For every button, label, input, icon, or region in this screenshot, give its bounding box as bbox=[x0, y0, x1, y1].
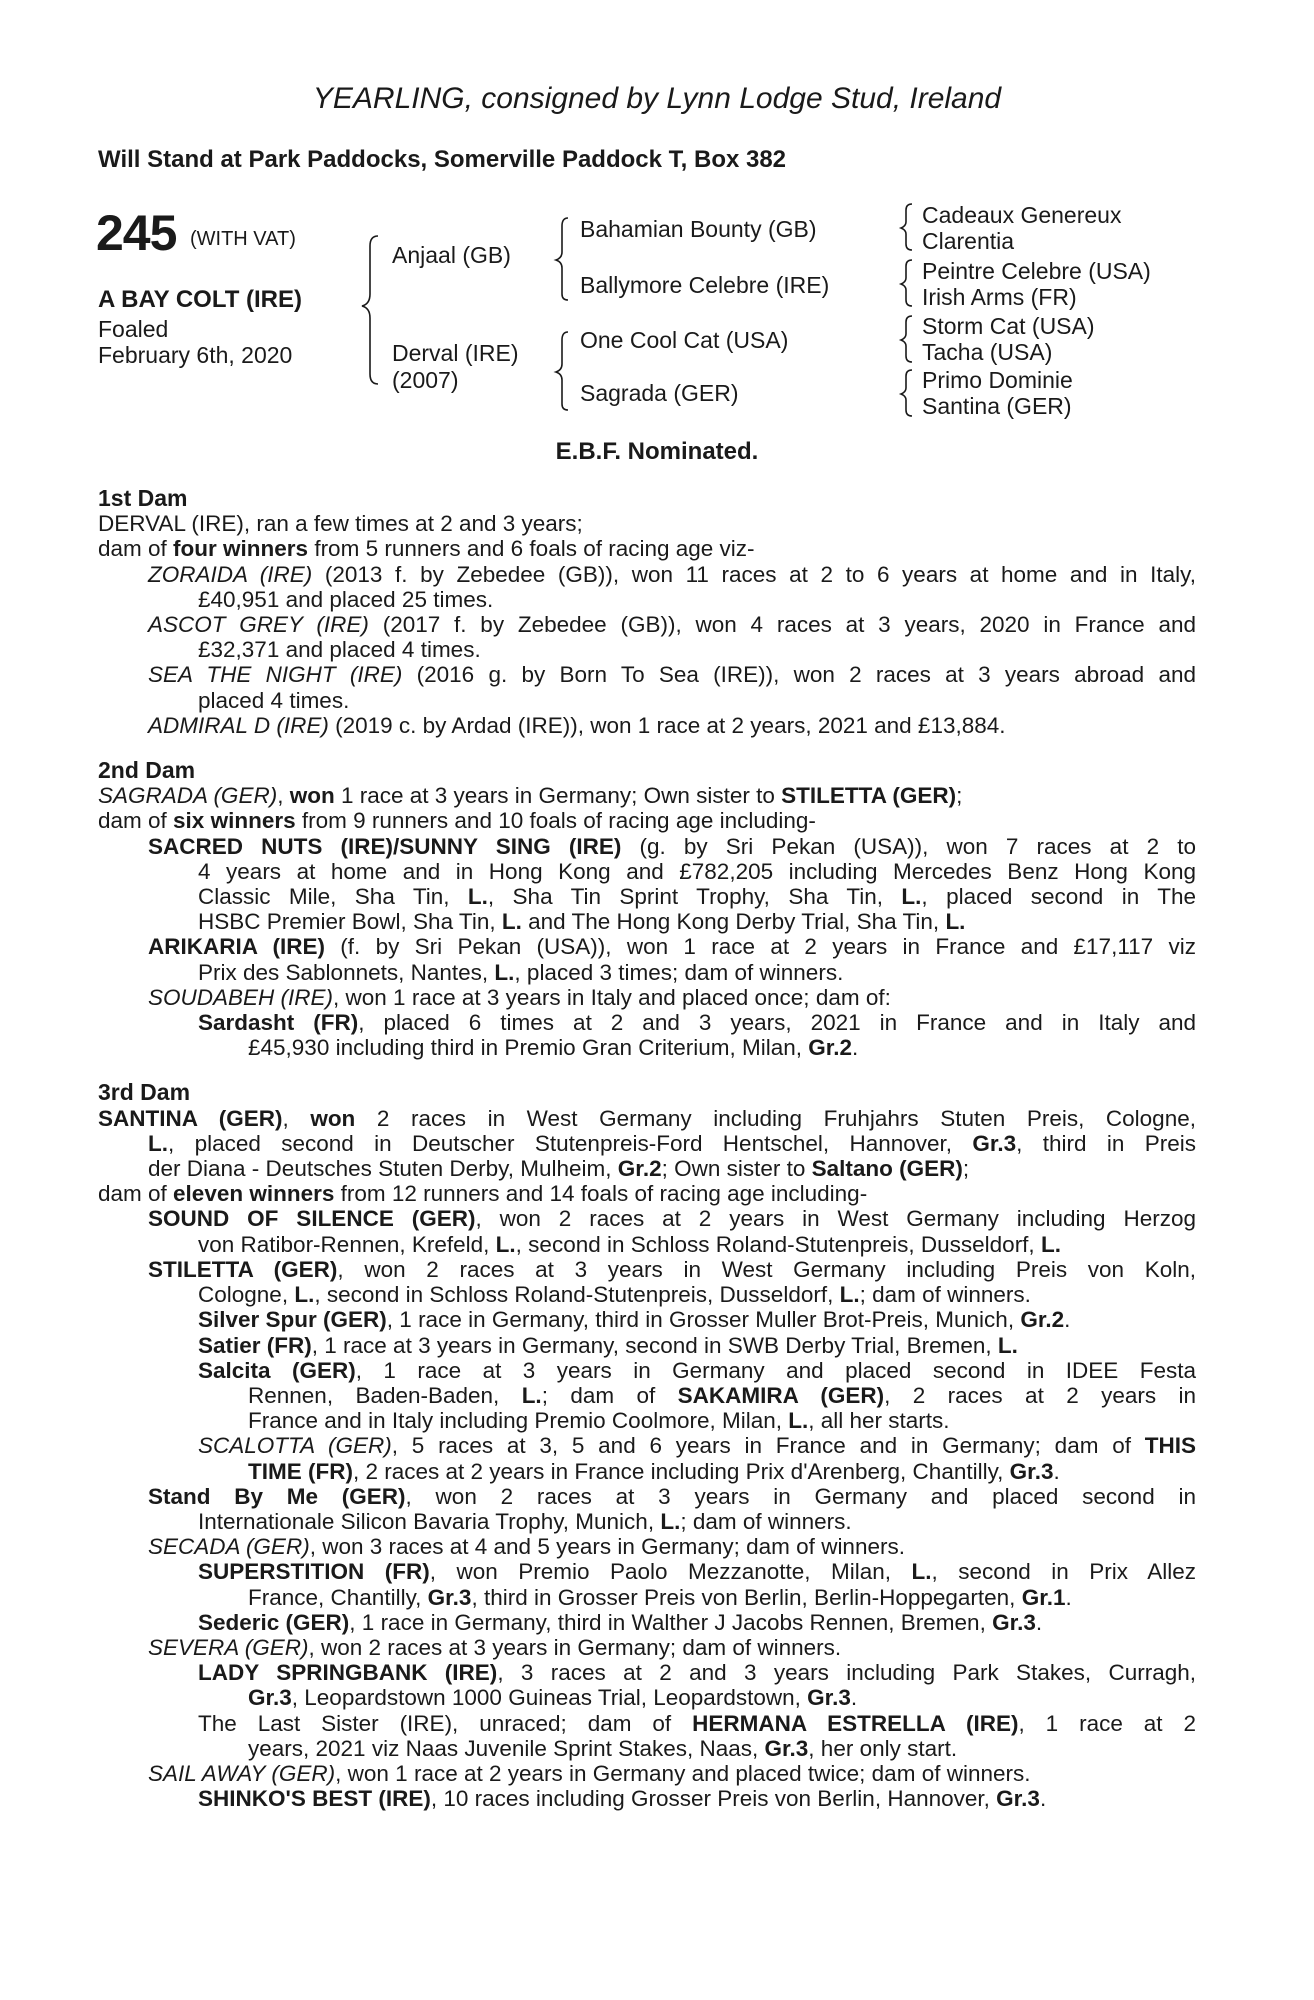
text-line bbox=[98, 1035, 1196, 1060]
text-run: , won 2 races at 3 years in West Germany including Preis von Koln, bbox=[337, 1256, 1196, 1282]
text-run: , won 1 race at 2 years in Germany and placed twice; dam of winners. bbox=[335, 1760, 1031, 1786]
text-line bbox=[98, 884, 1196, 909]
bold-text-run: HERMANA ESTRELLA (IRE) bbox=[692, 1710, 1019, 1736]
text-run: , bbox=[277, 783, 290, 809]
section-heading: 1st Dam bbox=[98, 485, 188, 511]
text-run: placed 4 times. bbox=[198, 687, 350, 713]
text-run: (g. by Sri Pekan (USA)), won 7 races at 2 to bbox=[621, 833, 1196, 859]
bold-text-run: ARIKARIA (IRE) bbox=[148, 934, 325, 960]
text-run: DERVAL (IRE), ran a few times at 2 and 3 years; bbox=[98, 511, 583, 537]
pedigree-g3: Peintre Celebre (USA) bbox=[922, 258, 1151, 284]
bold-text-run: L. bbox=[911, 1559, 932, 1585]
text-run: , 1 race at 2 bbox=[1018, 1710, 1196, 1736]
bold-text-run: eleven winners bbox=[173, 1181, 335, 1207]
text-line bbox=[98, 1711, 1196, 1736]
bold-text-run: L. bbox=[521, 1382, 542, 1408]
bold-text-run: L. bbox=[467, 884, 488, 910]
text-line bbox=[98, 1534, 1196, 1559]
text-run: dam of bbox=[98, 808, 174, 834]
text-run: . bbox=[1035, 1609, 1043, 1635]
text-run: . bbox=[850, 1685, 858, 1711]
text-line bbox=[98, 1257, 1196, 1282]
bold-text-run: L. bbox=[788, 1408, 809, 1434]
bold-text-run: L. bbox=[494, 959, 515, 985]
text-line bbox=[98, 713, 1196, 738]
text-run: , placed 3 times; dam of winners. bbox=[514, 959, 844, 985]
text-run: . bbox=[1065, 1584, 1072, 1610]
bold-text-run: Saltano (GER) bbox=[811, 1156, 963, 1182]
bold-text-run: L. bbox=[1040, 1231, 1061, 1257]
bold-text-run: Sardasht (FR) bbox=[198, 1010, 359, 1036]
text-line bbox=[98, 1181, 1196, 1206]
text-line bbox=[98, 1484, 1196, 1509]
pedigree-sire: Anjaal (GB) bbox=[392, 242, 511, 268]
text-line bbox=[98, 808, 1196, 833]
text-run: ; dam of winners. bbox=[680, 1508, 852, 1534]
text-run: , 5 races at 3, 5 and 6 years in France and in Germany; dam of bbox=[391, 1433, 1145, 1459]
text-run: (f. by Sri Pekan (USA)), won 1 race at 2 years in France and £17,117 viz bbox=[324, 934, 1196, 960]
text-line bbox=[98, 1232, 1196, 1257]
text-run: , 1 race in Germany, third in Walther J Jacobs Rennen, Bremen, bbox=[349, 1609, 993, 1635]
text-run: (2016 g. by Born To Sea (IRE)), won 2 races at 3 years abroad and bbox=[402, 662, 1196, 688]
bold-text-run: STILETTA (GER) bbox=[148, 1256, 338, 1282]
text-run: £45,930 including third in Premio Gran Criterium, Milan, bbox=[248, 1035, 809, 1061]
text-run: , 10 races including Grosser Preis von Berlin, Hannover, bbox=[430, 1786, 997, 1812]
text-line bbox=[98, 1459, 1196, 1484]
bold-text-run: L. bbox=[501, 909, 522, 935]
italic-text-run: SAGRADA (GER) bbox=[98, 783, 278, 809]
bold-text-run: Salcita (GER) bbox=[198, 1357, 356, 1383]
text-run: , her only start. bbox=[808, 1735, 958, 1761]
text-line bbox=[98, 960, 1196, 985]
bold-text-run: L. bbox=[148, 1130, 168, 1156]
dam-section bbox=[98, 486, 1196, 738]
pedigree-g8: Santina (GER) bbox=[922, 393, 1072, 419]
italic-text-run: SECADA (GER) bbox=[148, 1534, 310, 1560]
text-line bbox=[98, 662, 1196, 687]
italic-text-run: SCALOTTA (GER) bbox=[198, 1433, 392, 1459]
bold-text-run: Gr.3 bbox=[996, 1786, 1040, 1812]
text-run: , 3 races at 2 and 3 years including Park Stakes, Curragh, bbox=[497, 1660, 1196, 1686]
text-run: , won 2 races at 2 years in West Germany including Herzog bbox=[475, 1206, 1196, 1232]
text-run: , second in Prix Allez bbox=[931, 1559, 1197, 1585]
text-run: £40,951 and placed 25 times. bbox=[198, 586, 494, 612]
text-run: France, Chantilly, bbox=[248, 1584, 428, 1610]
bold-text-run: SANTINA (GER) bbox=[98, 1105, 283, 1131]
bold-text-run: Gr.3 bbox=[764, 1735, 809, 1761]
lot-number: 245 bbox=[96, 205, 177, 261]
italic-text-run: SAIL AWAY (GER) bbox=[148, 1760, 336, 1786]
text-line bbox=[98, 1156, 1196, 1181]
text-run: , won 2 races at 3 years in Germany and placed second in bbox=[405, 1483, 1196, 1509]
pedigree-g1: Cadeaux Genereux bbox=[922, 202, 1122, 228]
text-line bbox=[98, 1635, 1196, 1660]
bold-text-run: Gr.3 bbox=[807, 1685, 851, 1711]
text-run: ; bbox=[956, 783, 963, 809]
text-line bbox=[98, 985, 1196, 1010]
text-line bbox=[98, 859, 1196, 884]
location-heading: Will Stand at Park Paddocks, Somerville Paddock T, Box 382 bbox=[98, 146, 787, 173]
text-run: . bbox=[1053, 1458, 1060, 1484]
pedigree-dam-year: (2007) bbox=[392, 367, 459, 393]
text-line bbox=[98, 783, 1196, 808]
text-run: ; Own sister to bbox=[661, 1156, 812, 1182]
text-run: 4 years at home and in Hong Kong and £782,205 including Mercedes Benz Hong Kong bbox=[198, 858, 1196, 884]
text-run: , second in Schloss Roland-Stutenpreis, Dusseldorf, bbox=[515, 1231, 1041, 1257]
text-run: , 1 race in Germany, third in Grosser Muller Brot-Preis, Munich, bbox=[386, 1307, 1021, 1333]
text-line bbox=[98, 1736, 1196, 1761]
text-run: , third in Preis bbox=[1016, 1130, 1196, 1156]
text-run: , won 2 races at 3 years in Germany; dam of winners. bbox=[308, 1634, 842, 1660]
italic-text-run: ASCOT GREY (IRE) bbox=[148, 612, 369, 638]
text-run: ; dam of winners. bbox=[859, 1282, 1031, 1308]
text-line bbox=[98, 934, 1196, 959]
text-line bbox=[98, 1408, 1196, 1433]
italic-text-run: SEA THE NIGHT (IRE) bbox=[148, 662, 403, 688]
bold-text-run: TIME (FR) bbox=[248, 1458, 353, 1484]
text-run: ; bbox=[962, 1156, 970, 1182]
text-line bbox=[98, 1206, 1196, 1231]
text-run: from 5 runners and 6 foals of racing age viz- bbox=[308, 536, 755, 562]
text-run: , placed 6 times at 2 and 3 years, 2021 in France and in Italy and bbox=[358, 1010, 1196, 1036]
text-line bbox=[98, 536, 1196, 561]
bold-text-run: won bbox=[289, 783, 335, 809]
bold-text-run: L. bbox=[495, 1231, 516, 1257]
bold-text-run: THIS bbox=[1144, 1433, 1197, 1459]
foaled-date: February 6th, 2020 bbox=[98, 342, 293, 368]
text-line bbox=[98, 1358, 1196, 1383]
text-run: . bbox=[1039, 1786, 1047, 1812]
bold-text-run: L. bbox=[945, 909, 966, 935]
bold-text-run: Gr.3 bbox=[427, 1584, 472, 1610]
bold-text-run: Stand By Me (GER) bbox=[148, 1483, 406, 1509]
bold-text-run: won bbox=[310, 1105, 356, 1131]
italic-text-run: ADMIRAL D (IRE) bbox=[148, 712, 329, 738]
text-run: , Leopardstown 1000 Guineas Trial, Leopardstown, bbox=[291, 1685, 808, 1711]
bold-text-run: L. bbox=[839, 1282, 860, 1308]
text-line bbox=[98, 562, 1196, 587]
text-line bbox=[98, 511, 1196, 536]
text-line bbox=[98, 1761, 1196, 1786]
pedigree-dam-sire: One Cool Cat (USA) bbox=[580, 327, 789, 353]
text-run: France and in Italy including Premio Coolmore, Milan, bbox=[248, 1408, 789, 1434]
bold-text-run: Gr.2 bbox=[617, 1156, 662, 1182]
text-run: , won Premio Paolo Mezzanotte, Milan, bbox=[429, 1559, 912, 1585]
text-run: (2017 f. by Zebedee (GB)), won 4 races at 3 years, 2020 in France and bbox=[368, 612, 1196, 638]
text-run: Cologne, bbox=[198, 1282, 295, 1308]
bold-text-run: Sederic (GER) bbox=[198, 1609, 350, 1635]
bold-text-run: Gr.3 bbox=[1009, 1458, 1054, 1484]
bold-text-run: LADY SPRINGBANK (IRE) bbox=[198, 1660, 498, 1686]
text-run: , third in Grosser Preis von Berlin, Berlin-Hoppegarten, bbox=[471, 1584, 1022, 1610]
text-line bbox=[98, 1131, 1196, 1156]
text-line bbox=[98, 587, 1196, 612]
foaled-label: Foaled bbox=[98, 316, 169, 342]
text-run: £32,371 and placed 4 times. bbox=[198, 637, 481, 663]
text-run: , 1 race at 3 years in Germany, second in SWB Derby Trial, Bremen, bbox=[311, 1332, 998, 1358]
text-line bbox=[98, 637, 1196, 662]
text-line bbox=[98, 612, 1196, 637]
pedigree-dam: Derval (IRE) bbox=[392, 340, 519, 366]
text-run: Internationale Silicon Bavaria Trophy, Munich, bbox=[198, 1508, 661, 1534]
text-line bbox=[98, 1660, 1196, 1685]
pedigree-g4: Irish Arms (FR) bbox=[922, 284, 1077, 310]
bold-text-run: L. bbox=[997, 1332, 1018, 1358]
bold-text-run: SACRED NUTS (IRE)/SUNNY SING (IRE) bbox=[148, 833, 622, 859]
text-line bbox=[98, 1307, 1196, 1332]
bold-text-run: L. bbox=[660, 1508, 681, 1534]
text-line bbox=[98, 1106, 1196, 1131]
bold-text-run: Gr.1 bbox=[1021, 1584, 1066, 1610]
catalogue-body bbox=[98, 486, 1196, 1811]
text-line bbox=[98, 909, 1196, 934]
italic-text-run: ZORAIDA (IRE) bbox=[148, 561, 313, 587]
text-run: HSBC Premier Bowl, Sha Tin, bbox=[198, 909, 502, 935]
pedigree-g2: Clarentia bbox=[922, 228, 1015, 254]
text-run: The Last Sister (IRE), unraced; dam of bbox=[198, 1710, 693, 1736]
text-run: , placed second in The bbox=[921, 884, 1196, 910]
lot-vat: (WITH VAT) bbox=[190, 228, 296, 250]
italic-text-run: SOUDABEH (IRE) bbox=[148, 984, 334, 1010]
text-run: 2 races in West Germany including Fruhjahrs Stuten Preis, Cologne, bbox=[355, 1105, 1196, 1131]
text-run: , placed second in Deutscher Stutenpreis-Ford Hentschel, Hannover, bbox=[168, 1130, 973, 1156]
bold-text-run: six winners bbox=[173, 808, 296, 834]
text-run: 1 race at 3 years in Germany; Own sister to bbox=[334, 783, 782, 809]
text-run: , 2 races at 2 years in bbox=[884, 1382, 1196, 1408]
pedigree-g5: Storm Cat (USA) bbox=[922, 313, 1095, 339]
text-run: , all her starts. bbox=[808, 1408, 950, 1434]
text-run: and The Hong Kong Derby Trial, Sha Tin, bbox=[521, 909, 946, 935]
text-run: , Sha Tin Sprint Trophy, Sha Tin, bbox=[487, 884, 902, 910]
bold-text-run: STILETTA (GER) bbox=[781, 783, 957, 809]
bold-text-run: Gr.3 bbox=[248, 1685, 292, 1711]
text-run: . bbox=[1064, 1307, 1071, 1333]
pedigree-g6: Tacha (USA) bbox=[922, 339, 1053, 365]
bold-text-run: SHINKO'S BEST (IRE) bbox=[198, 1786, 431, 1812]
pedigree-sire-dam: Ballymore Celebre (IRE) bbox=[580, 272, 830, 298]
text-run: dam of bbox=[98, 536, 174, 562]
text-line bbox=[98, 1786, 1196, 1811]
ebf-nomination: E.B.F. Nominated. bbox=[555, 438, 759, 465]
text-line bbox=[98, 1383, 1196, 1408]
text-line bbox=[98, 688, 1196, 713]
text-line bbox=[98, 1559, 1196, 1584]
text-run: from 9 runners and 10 foals of racing age including- bbox=[295, 808, 816, 834]
bold-text-run: SAKAMIRA (GER) bbox=[677, 1382, 885, 1408]
bold-text-run: Silver Spur (GER) bbox=[198, 1307, 387, 1333]
text-line bbox=[98, 1610, 1196, 1635]
italic-text-run: SEVERA (GER) bbox=[148, 1634, 309, 1660]
text-line bbox=[98, 834, 1196, 859]
text-run: ; dam of bbox=[541, 1382, 678, 1408]
text-line bbox=[98, 1433, 1196, 1458]
text-line bbox=[98, 1585, 1196, 1610]
bold-text-run: SOUND OF SILENCE (GER) bbox=[148, 1206, 476, 1232]
bold-text-run: Gr.2 bbox=[808, 1035, 853, 1061]
bold-text-run: L. bbox=[901, 884, 922, 910]
lot-description: A BAY COLT (IRE) bbox=[98, 286, 303, 313]
section-heading: 2nd Dam bbox=[98, 757, 196, 784]
text-line bbox=[98, 1509, 1196, 1534]
text-line bbox=[98, 1333, 1196, 1358]
section-heading: 3rd Dam bbox=[98, 1079, 191, 1106]
text-run: , 1 race at 3 years in Germany and placed second in IDEE Festa bbox=[355, 1357, 1196, 1383]
bold-text-run: L. bbox=[294, 1282, 315, 1308]
text-line bbox=[98, 1685, 1196, 1710]
text-run: Rennen, Baden-Baden, bbox=[248, 1382, 522, 1408]
bold-text-run: Gr.3 bbox=[992, 1609, 1036, 1635]
dam-section bbox=[98, 758, 1196, 1060]
text-run: years, 2021 viz Naas Juvenile Sprint Stakes, Naas, bbox=[248, 1735, 765, 1761]
bold-text-run: Gr.2 bbox=[1020, 1307, 1065, 1333]
consignor-heading: YEARLING, consigned by Lynn Lodge Stud, Ireland bbox=[312, 82, 1002, 115]
text-run: der Diana - Deutsches Stuten Derby, Mulheim, bbox=[148, 1156, 618, 1182]
text-run: , 2 races at 2 years in France including Prix d'Arenberg, Chantilly, bbox=[352, 1458, 1010, 1484]
text-run: . bbox=[852, 1035, 859, 1061]
text-run: Classic Mile, Sha Tin, bbox=[198, 884, 468, 910]
pedigree-sire-sire: Bahamian Bounty (GB) bbox=[580, 216, 817, 242]
text-run: from 12 runners and 14 foals of racing age including- bbox=[334, 1181, 868, 1207]
bold-text-run: SUPERSTITION (FR) bbox=[198, 1559, 430, 1585]
text-run: , second in Schloss Roland-Stutenpreis, Dusseldorf, bbox=[314, 1282, 840, 1308]
text-run: (2013 f. by Zebedee (GB)), won 11 races at 2 to 6 years at home and in Italy, bbox=[312, 561, 1196, 587]
text-run: (2019 c. by Ardad (IRE)), won 1 race at 2 years, 2021 and £13,884. bbox=[328, 712, 1006, 738]
text-line bbox=[98, 1282, 1196, 1307]
bold-text-run: four winners bbox=[173, 536, 309, 562]
bold-text-run: Gr.3 bbox=[972, 1130, 1017, 1156]
text-run: dam of bbox=[98, 1181, 174, 1207]
text-run: , won 3 races at 4 and 5 years in Germany; dam of winners. bbox=[309, 1534, 905, 1560]
text-run: von Ratibor-Rennen, Krefeld, bbox=[198, 1231, 496, 1257]
text-run: Prix des Sablonnets, Nantes, bbox=[198, 959, 495, 985]
pedigree-dam-dam: Sagrada (GER) bbox=[580, 380, 739, 406]
text-run: , won 1 race at 3 years in Italy and placed once; dam of: bbox=[333, 984, 891, 1010]
bold-text-run: Satier (FR) bbox=[198, 1332, 312, 1358]
text-run: , bbox=[282, 1105, 311, 1131]
pedigree-g7: Primo Dominie bbox=[922, 367, 1073, 393]
text-line bbox=[98, 1010, 1196, 1035]
dam-section bbox=[98, 1080, 1196, 1811]
